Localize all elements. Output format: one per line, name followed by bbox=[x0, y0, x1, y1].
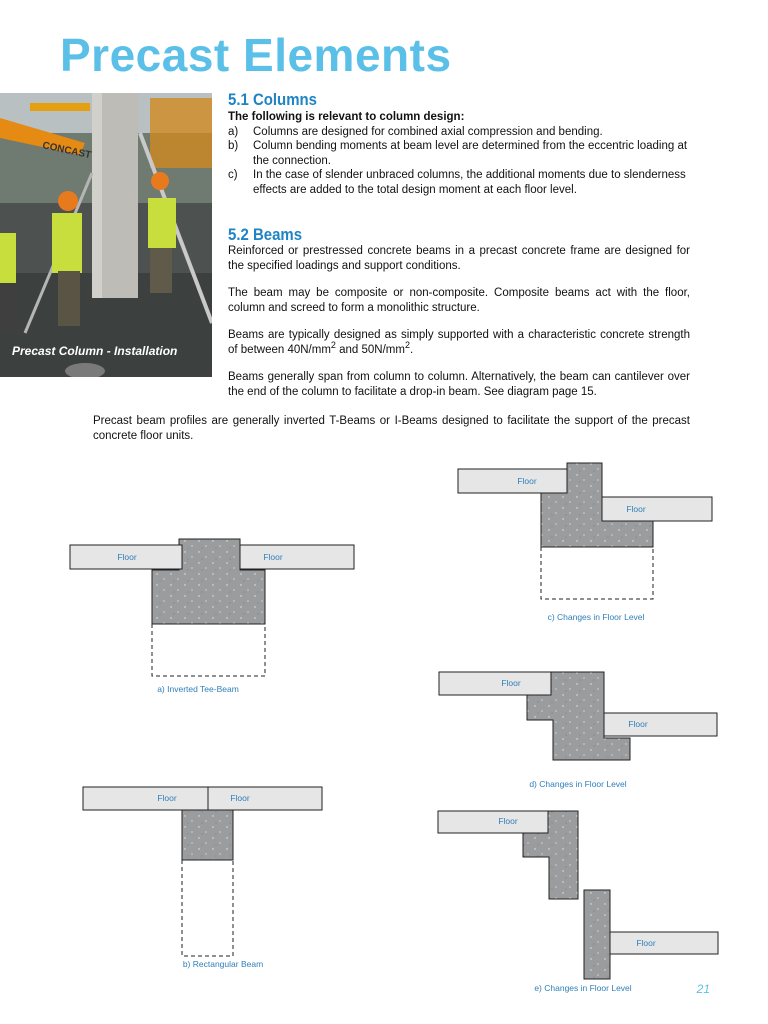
columns-list bbox=[228, 125, 690, 198]
diagram-a-inverted-tee-beam bbox=[70, 539, 354, 694]
list-text: Columns are designed for combined axial compression and bending. bbox=[253, 125, 603, 138]
floor-label: Floor bbox=[626, 504, 646, 514]
diagram-caption: b) Rectangular Beam bbox=[182, 959, 264, 969]
beams-paragraph-3-text: Beams are typically designed as simply supported with a characteristic concrete strength of between 40N/mm bbox=[228, 329, 690, 356]
list-item bbox=[228, 139, 690, 168]
floor-slab bbox=[240, 545, 354, 569]
diagram-caption: a) Inverted Tee-Beam bbox=[157, 684, 239, 694]
list-text: In the case of slender unbraced columns, the additional moments due to slenderness effects are added to the total design moment at each floor level. bbox=[253, 169, 686, 196]
floor-label: Floor bbox=[157, 793, 177, 803]
floor-slab bbox=[458, 469, 567, 493]
floor-label: Floor bbox=[230, 793, 250, 803]
superscript: 2 bbox=[404, 339, 410, 350]
beams-paragraph-3-text: and 50N/mm bbox=[335, 343, 405, 356]
diagram-caption: d) Changes in Floor Level bbox=[529, 779, 627, 789]
floor-slab bbox=[208, 787, 322, 810]
beams-paragraph-1: Reinforced or prestressed concrete beams in a precast concrete frame are designed for the specified loadings and support conditions. bbox=[228, 245, 690, 272]
floor-label: Floor bbox=[498, 816, 518, 826]
beams-section bbox=[228, 244, 690, 412]
list-marker: c) bbox=[228, 169, 238, 181]
diagram-c-changes-in-floor-level bbox=[458, 463, 712, 622]
floor-slab bbox=[439, 672, 551, 695]
floor-slab bbox=[602, 497, 712, 521]
beams-paragraph-3-text: . bbox=[409, 343, 414, 356]
list-marker: a) bbox=[228, 125, 239, 138]
floor-slab bbox=[610, 932, 718, 954]
photo-illustration bbox=[0, 93, 212, 377]
columns-section bbox=[228, 110, 690, 197]
floor-slab bbox=[604, 713, 717, 736]
beams-paragraph-4: Beams generally span from column to column. Alternatively, the beam can cantilever over the end of the column to facilitate a drop-in beam. See diagram page 15. bbox=[228, 371, 690, 398]
page-number: 21 bbox=[696, 982, 710, 996]
floor-slab bbox=[438, 811, 548, 833]
floor-label: Floor bbox=[263, 552, 283, 562]
floor-label: Floor bbox=[117, 552, 137, 562]
page-title: Precast Elements bbox=[60, 29, 452, 81]
beams-heading: 5.2 Beams bbox=[228, 225, 303, 244]
columns-lead: The following is relevant to column design: bbox=[228, 111, 465, 123]
superscript: 2 bbox=[330, 339, 336, 350]
beam-profiles-paragraph: Precast beam profiles are generally inverted T-Beams or I-Beams designed to facilitate the support of the precast concrete floor units. bbox=[93, 415, 690, 442]
diagram-b-rectangular-beam bbox=[83, 787, 322, 969]
beams-paragraph-3 bbox=[228, 328, 690, 357]
floor-slab bbox=[83, 787, 208, 810]
beam-profile-diagrams bbox=[0, 450, 768, 1024]
photo-caption: Precast Column - Installation bbox=[12, 344, 178, 358]
column-installation-photo bbox=[0, 93, 212, 377]
floor-label: Floor bbox=[628, 719, 648, 729]
columns-heading: 5.1 Columns bbox=[228, 90, 317, 109]
diagram-d-changes-in-floor-level bbox=[439, 672, 717, 789]
beams-paragraph-2: The beam may be composite or non-composite. Composite beams act with the floor, column and screed to form a monolithic structure. bbox=[228, 287, 690, 314]
list-text: Column bending moments at beam level are determined from the eccentric loading at the connection. bbox=[253, 140, 688, 167]
list-marker: b) bbox=[228, 140, 239, 152]
diagram-e-changes-in-floor-level bbox=[438, 811, 718, 993]
list-item bbox=[228, 125, 690, 140]
floor-label: Floor bbox=[517, 476, 537, 486]
diagram-caption: c) Changes in Floor Level bbox=[547, 612, 645, 622]
floor-label: Floor bbox=[636, 938, 656, 948]
crane-text: CONCAST bbox=[41, 140, 93, 162]
diagram-caption: e) Changes in Floor Level bbox=[534, 983, 632, 993]
list-item bbox=[228, 168, 690, 197]
floor-label: Floor bbox=[501, 678, 521, 688]
